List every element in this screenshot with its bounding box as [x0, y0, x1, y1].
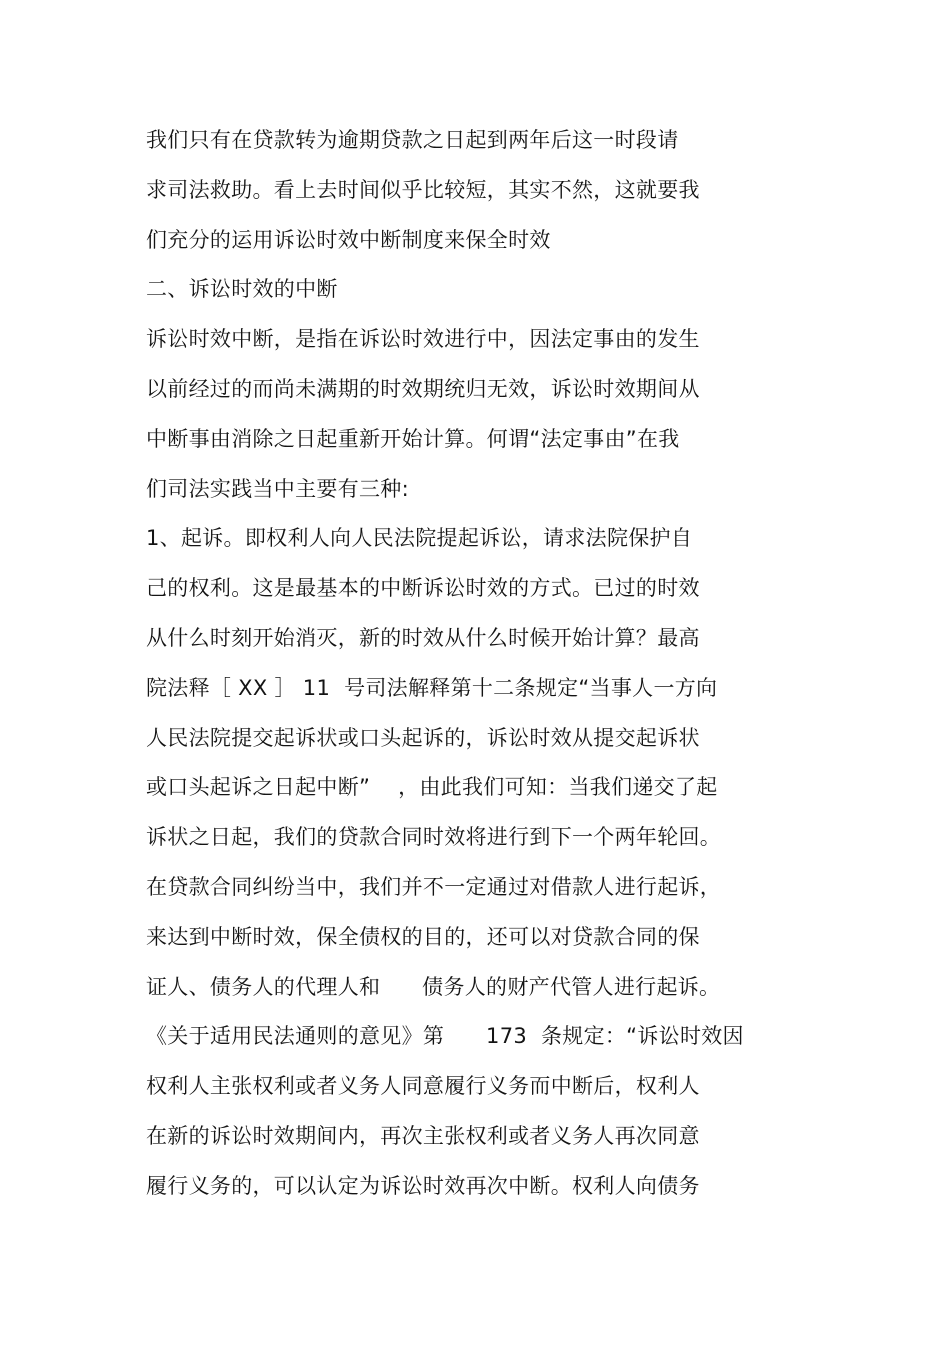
- text-line: 《关于适用民法通则的意见》第 173 条规定：“诉讼时效因: [146, 1024, 744, 1049]
- section-heading: 二、诉讼时效的中断: [146, 277, 338, 302]
- text-line: 以前经过的而尚未满期的时效期统归无效，诉讼时效期间从: [146, 376, 700, 401]
- text-line: 中断事由消除之日起重新开始计算。何谓“法定事由”在我: [146, 426, 680, 451]
- text-line: 诉状之日起，我们的贷款合同时效将进行到下一个两年轮回。: [146, 825, 722, 850]
- text-line: 求司法救助。看上去时间似乎比较短，其实不然，这就要我: [146, 177, 700, 202]
- text-line: 们司法实践当中主要有三种:: [146, 476, 409, 501]
- text-line: 院法释［ XX ］ 11 号司法解释第十二条规定“当事人一方向: [146, 675, 718, 700]
- text-line: 来达到中断时效，保全债权的目的，还可以对贷款合同的保: [146, 924, 700, 949]
- text-line: 己的权利。这是最基本的中断诉讼时效的方式。已过的时效: [146, 576, 700, 601]
- text-line: 在贷款合同纠纷当中，我们并不一定通过对借款人进行起诉，: [146, 874, 722, 899]
- text-line: 证人、债务人的代理人和 债务人的财产代管人进行起诉。: [146, 974, 721, 999]
- text-line: 们充分的运用诉讼时效中断制度来保全时效: [146, 227, 551, 252]
- text-line: 1、起诉。即权利人向人民法院提起诉讼，请求法院保护自: [146, 526, 693, 551]
- text-line: 从什么时刻开始消灭，新的时效从什么时候开始计算？最高: [146, 625, 700, 650]
- body-text: [146, 121, 936, 1217]
- text-line: 在新的诉讼时效期间内，再次主张权利或者义务人再次同意: [146, 1123, 700, 1148]
- text-line: 或口头起诉之日起中断” ，由此我们可知：当我们递交了起: [146, 775, 718, 800]
- text-line: 诉讼时效中断，是指在诉讼时效进行中，因法定事由的发生: [146, 327, 700, 352]
- text-line: 履行义务的，可以认定为诉讼时效再次中断。权利人向债务: [146, 1173, 700, 1198]
- text-line: 权利人主张权利或者义务人同意履行义务而中断后，权利人: [146, 1074, 700, 1099]
- text-line: 人民法院提交起诉状或口头起诉的，诉讼时效从提交起诉状: [146, 725, 700, 750]
- text-line: 我们只有在贷款转为逾期贷款之日起到两年后这一时段请: [146, 128, 679, 152]
